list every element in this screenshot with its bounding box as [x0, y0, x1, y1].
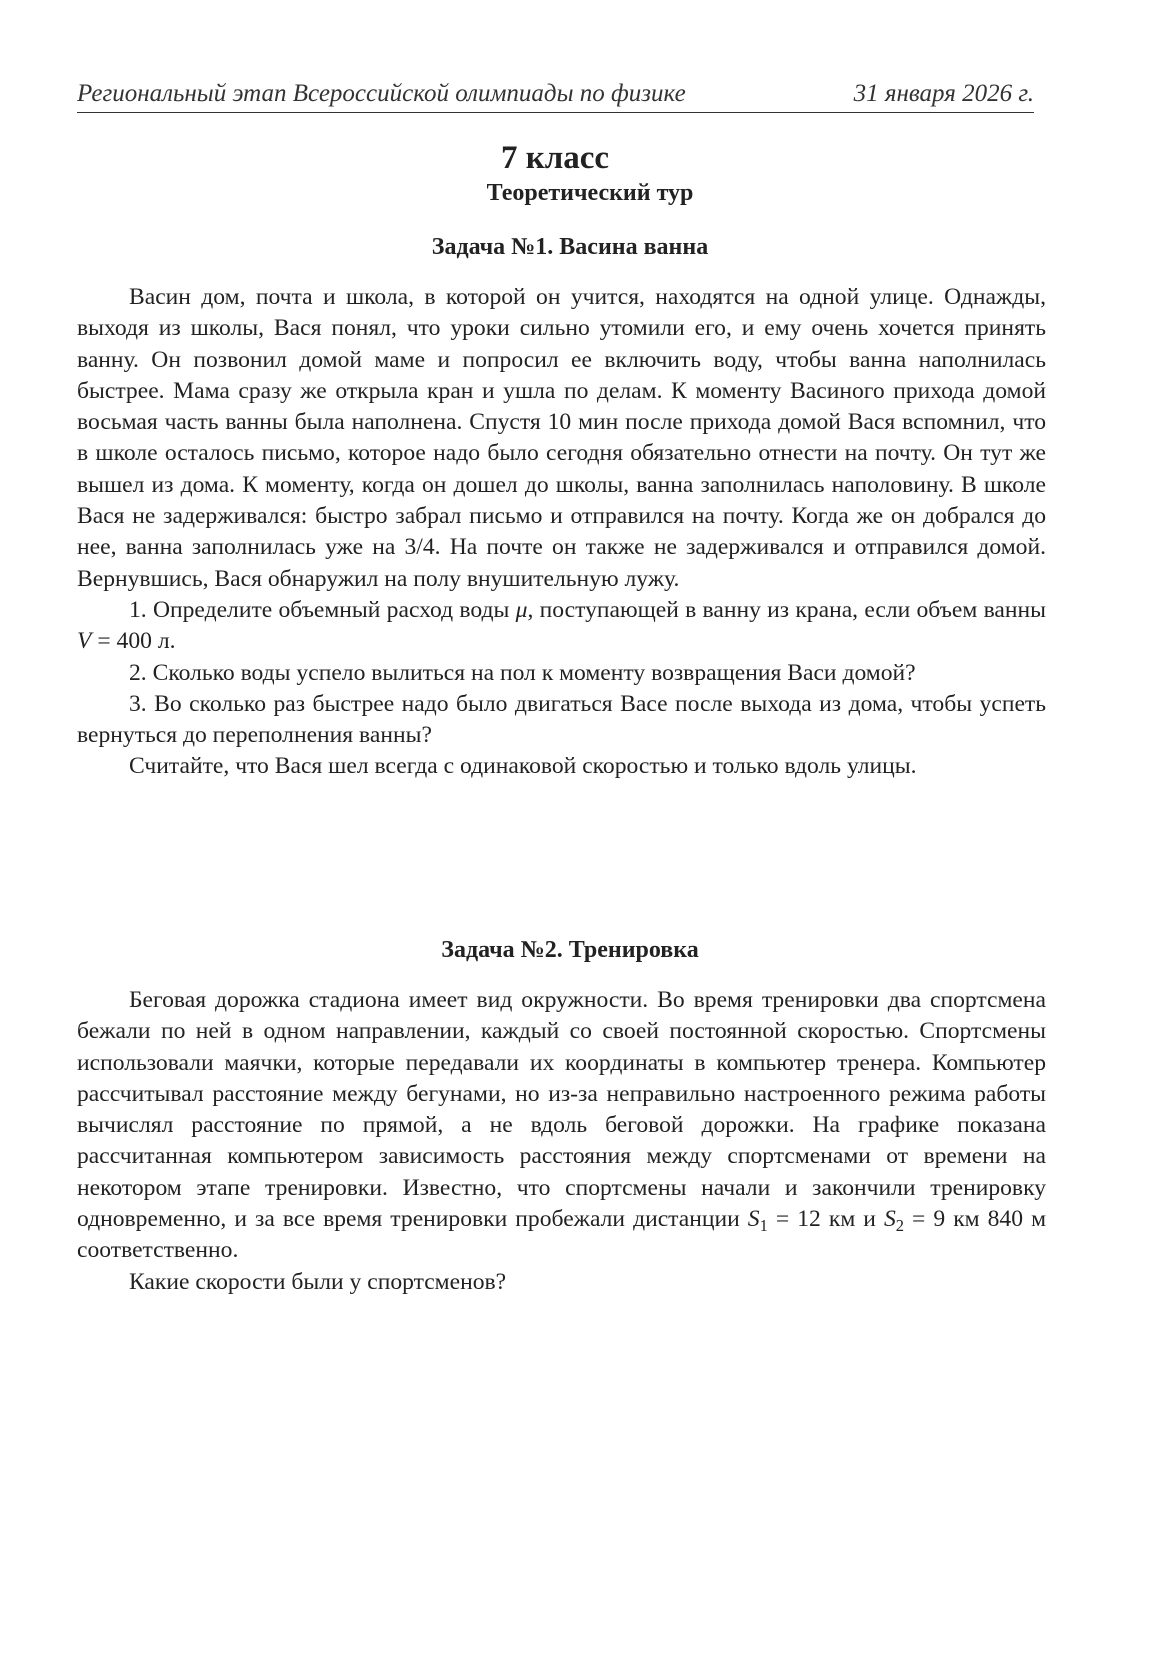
problem-1-statement: Васин дом, почта и школа, в которой он учится, находятся на одной улице. Однажды, выходя из школы, Вася понял, что уроки сильно утомили его, и ему очень хочется принять ванну. Он позвонил домой маме и попросил ее включить воду, чтобы ванна наполнилась быстрее. Мама сразу же открыла кран и ушла по делам. К моменту Васиного прихода домой восьмая часть ванны была наполнена. Спустя 10 мин после прихода домой Вася вспомнил, что в школе осталось письмо, которое надо было сегодня обязательно отнести на почту. Он тут же вышел из дома. К моменту, когда он дошел до школы, ванна заполнилась наполовину. В школе Вася не задерживался: быстро забрал письмо и отправился на почту. Когда же он добрался до нее, ванна заполнилась уже на 3/4. На почте он также не задерживался и отправился домой. Вернувшись, Вася обнаружил на полу внушительную лужу.	[77, 284, 1046, 592]
problem-1-question-2: 2. Сколько воды успело вылиться на пол к моменту возвращения Васи домой?	[129, 659, 916, 686]
problem-1-note: Считайте, что Вася шел всегда с одинаковой скоростью и только вдоль улицы.	[129, 753, 917, 780]
problem-2-title: Задача №2. Тренировка	[441, 937, 699, 963]
problem-2-body	[77, 985, 1046, 1298]
volume-symbol: V	[77, 628, 92, 655]
problem-1-body	[77, 282, 1046, 783]
problem-2-question: Какие скорости были у спортсменов?	[129, 1268, 507, 1295]
header-rule	[77, 112, 1034, 113]
round-subtitle: Теоретический тур	[486, 180, 694, 206]
mu-symbol: μ	[515, 596, 528, 623]
olympiad-name: Региональный этап Всероссийской олимпиады по физике	[77, 80, 686, 107]
problem-1-title: Задача №1. Васина ванна	[431, 234, 709, 260]
s1-symbol: $S_1$	[747, 1206, 768, 1236]
grade-title: 7 класс	[500, 140, 610, 176]
running-header	[77, 80, 1034, 108]
problem-1-question-3: 3. Во сколько раз быстрее надо было двигаться Васе после выхода из дома, чтобы успеть вернуться до переполнения ванны?	[77, 690, 1046, 749]
problem-1-question-1: 1. Определите объемный расход воды μ, поступающей в ванну из крана, если объем ванны V = 400 л.	[77, 596, 1046, 655]
s2-symbol: $S_2$	[883, 1206, 905, 1236]
problem-2-statement: Беговая дорожка стадиона имеет вид окружности. Во время тренировки два спортсмена бежали по ней в одном направлении, каждый со своей постоянной скоростью. Спортсмены использовали маячки, которые передавали их координаты в компьютер тренера. Компьютер рассчитывал расстояние между бегунами, но из-за неправильно настроенного режима работы вычислял расстояние по прямой, а не вдоль беговой дорожки. На графике показана рассчитанная компьютером зависимость расстояния между спортсменами от времени на некотором этапе тренировки. Известно, что спортсмены начали и закончили тренировку одновременно, и за все время тренировки пробежали дистанции $S_1 = 12$ км и $S_2 = 9$ км 840 м соответственно.	[77, 987, 1046, 1264]
olympiad-date: 31 января 2026 г.	[853, 80, 1034, 107]
